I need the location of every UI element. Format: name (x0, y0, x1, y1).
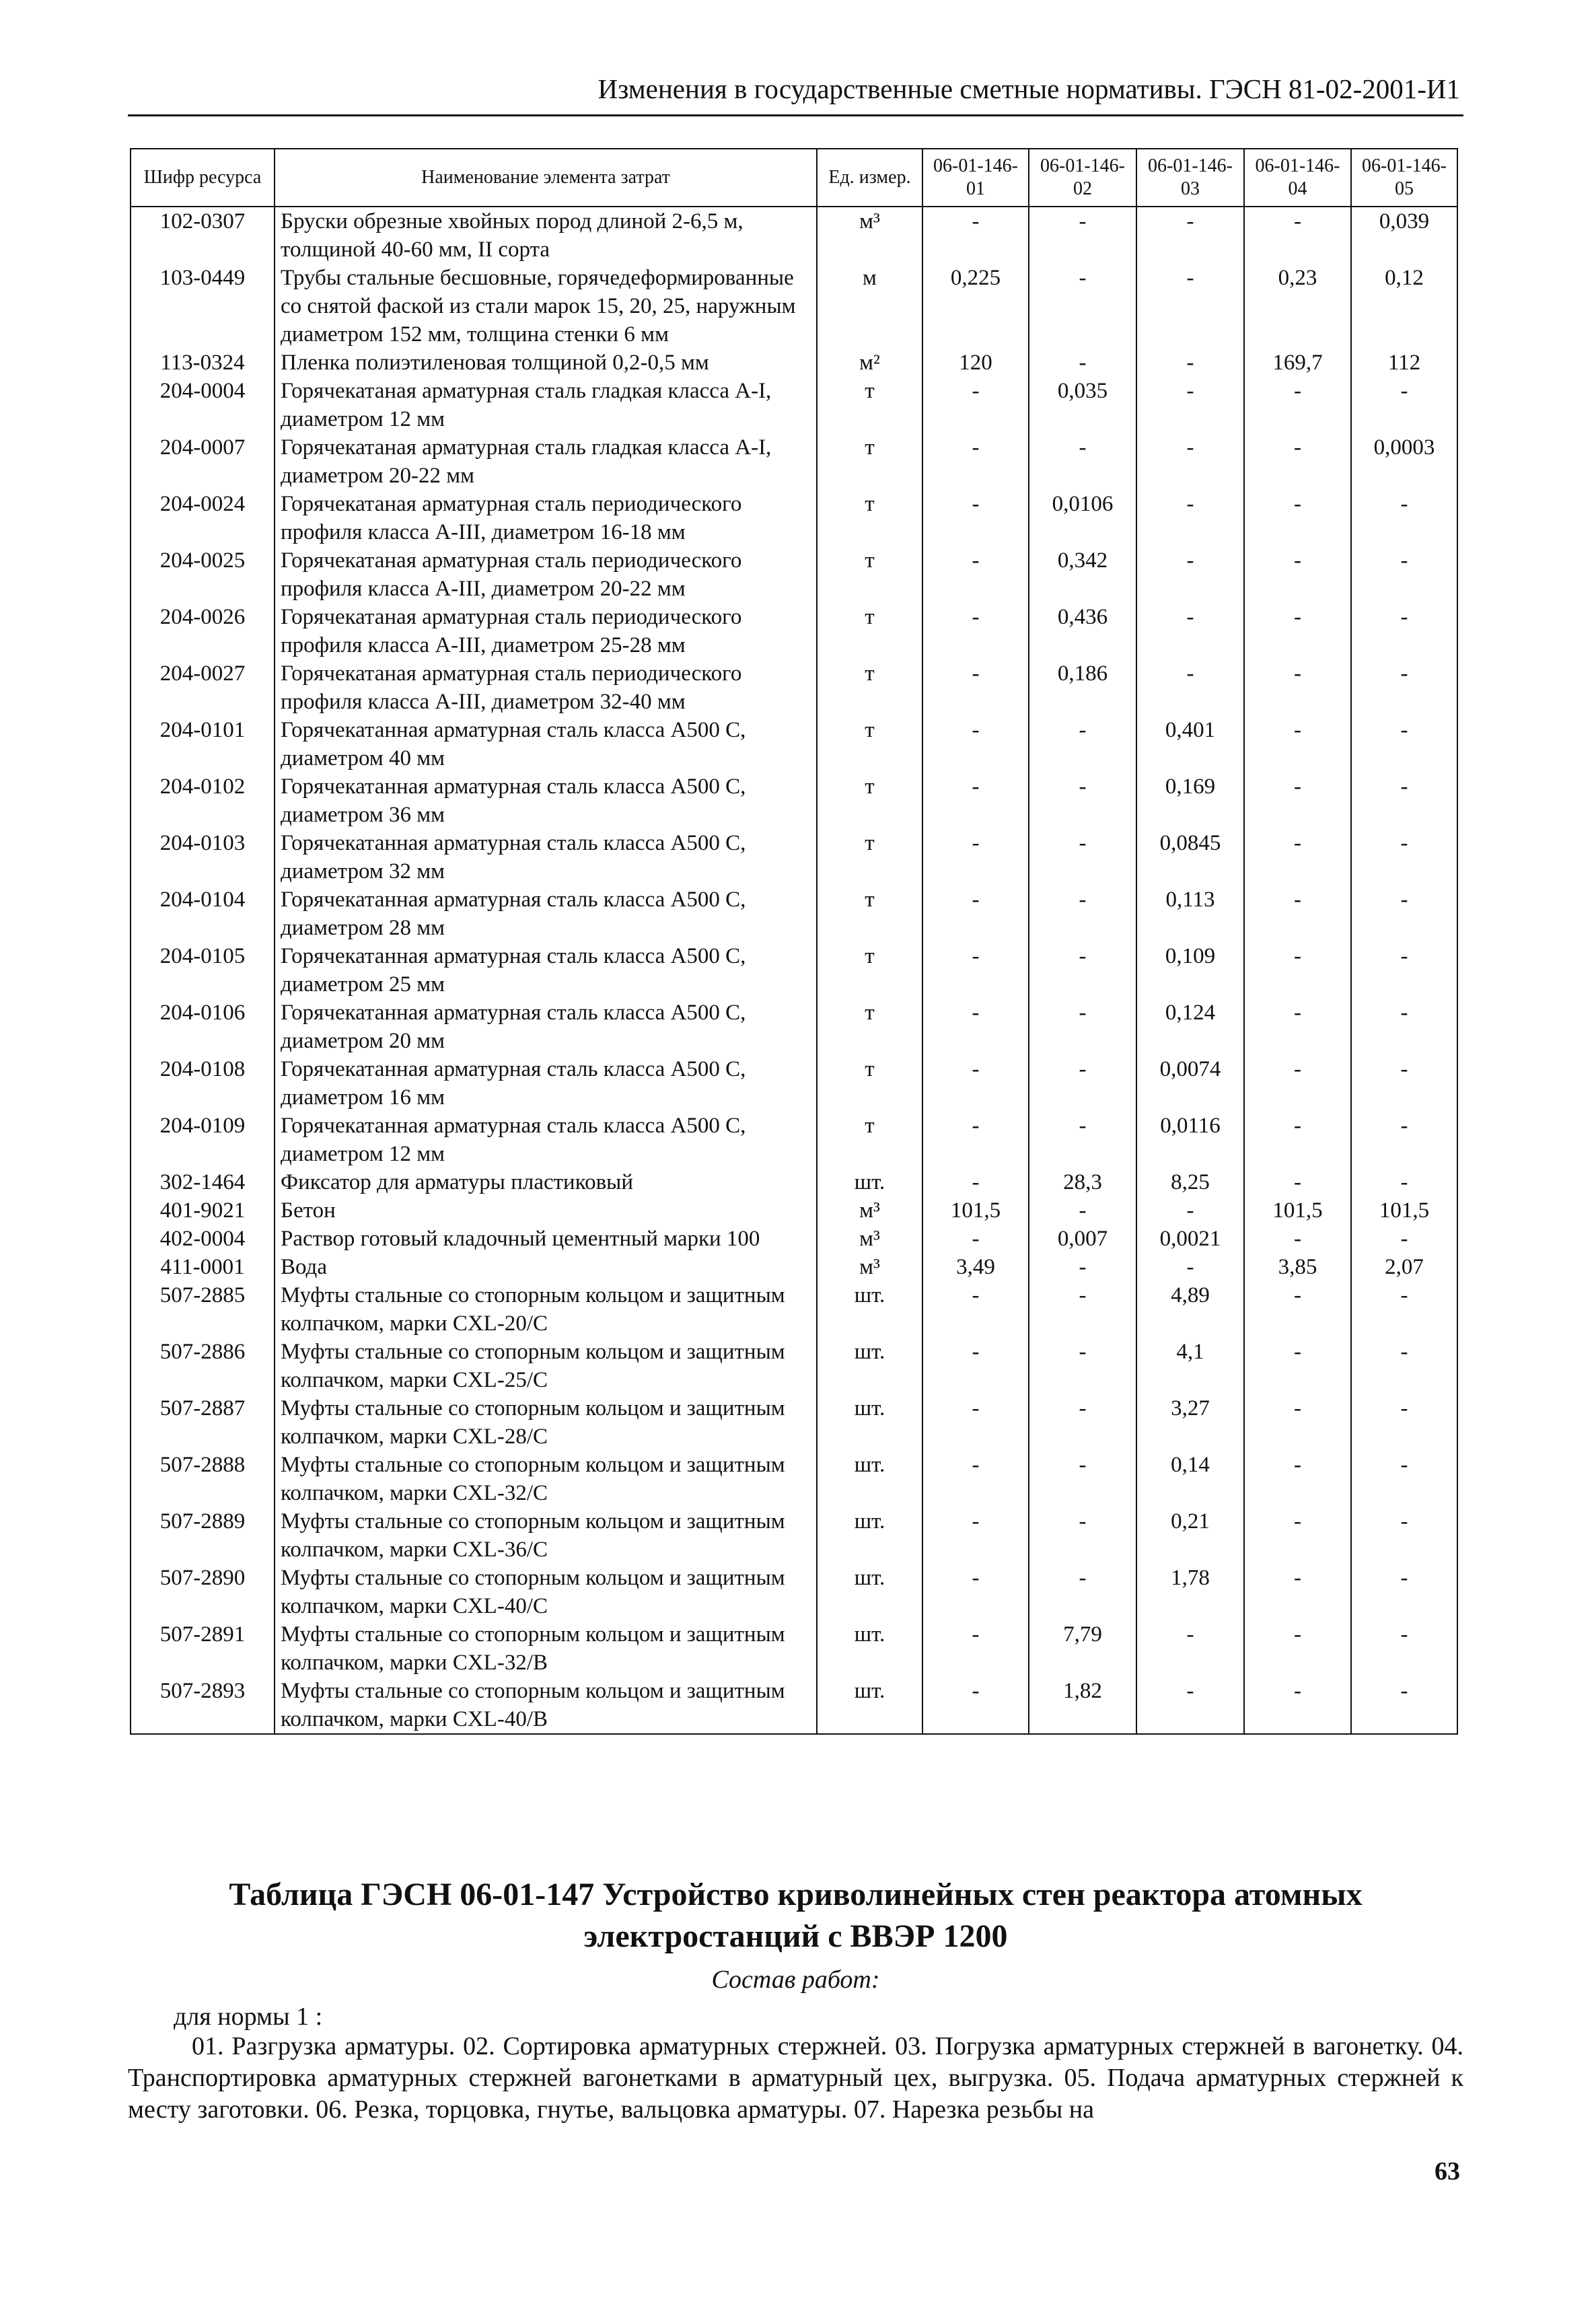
value-norm-1: 0,225 (922, 264, 1029, 349)
column-header-norm-4: 06-01-146-04 (1244, 149, 1351, 207)
resource-code: 402-0004 (131, 1225, 275, 1253)
value-norm-2: - (1029, 207, 1136, 264)
resource-code: 302-1464 (131, 1168, 275, 1196)
value-norm-1: 3,49 (922, 1253, 1029, 1281)
resource-name: Муфты стальные со стопорным кольцом и защитным колпачком, марки CXL-20/C (275, 1281, 817, 1338)
unit-of-measure: м³ (817, 207, 922, 264)
value-norm-4: - (1244, 1507, 1351, 1564)
value-norm-3: 1,78 (1136, 1564, 1244, 1620)
value-norm-2: 0,035 (1029, 377, 1136, 433)
unit-of-measure: м³ (817, 1196, 922, 1225)
value-norm-5: 0,039 (1351, 207, 1457, 264)
value-norm-2: 0,0106 (1029, 490, 1136, 546)
unit-of-measure: т (817, 1055, 922, 1112)
column-header-norm-1: 06-01-146-01 (922, 149, 1029, 207)
value-norm-4: - (1244, 377, 1351, 433)
value-norm-2: 0,007 (1029, 1225, 1136, 1253)
norm-label: для нормы 1 : (174, 2003, 323, 2031)
resource-code: 507-2887 (131, 1394, 275, 1451)
value-norm-4: - (1244, 207, 1351, 264)
value-norm-4: - (1244, 490, 1351, 546)
resource-name: Горячекатаная арматурная сталь гладкая класса А-I, диаметром 12 мм (275, 377, 817, 433)
value-norm-5: - (1351, 1055, 1457, 1112)
unit-of-measure: шт. (817, 1677, 922, 1734)
value-norm-5: - (1351, 546, 1457, 603)
resource-code: 204-0027 (131, 659, 275, 716)
unit-of-measure: т (817, 603, 922, 659)
value-norm-2: - (1029, 1394, 1136, 1451)
value-norm-3: - (1136, 1253, 1244, 1281)
value-norm-1: - (922, 1507, 1029, 1564)
unit-of-measure: шт. (817, 1451, 922, 1507)
table-row (131, 1677, 1457, 1734)
value-norm-5: - (1351, 1112, 1457, 1168)
value-norm-4: 0,23 (1244, 264, 1351, 349)
value-norm-2: 7,79 (1029, 1620, 1136, 1677)
table-row (131, 829, 1457, 886)
resource-name: Муфты стальные со стопорным кольцом и защитным колпачком, марки CXL-32/C (275, 1451, 817, 1507)
unit-of-measure: т (817, 942, 922, 999)
table-row (131, 433, 1457, 490)
unit-of-measure: т (817, 999, 922, 1055)
value-norm-4: - (1244, 1168, 1351, 1196)
value-norm-5: - (1351, 603, 1457, 659)
value-norm-3: 0,0116 (1136, 1112, 1244, 1168)
value-norm-5: 0,12 (1351, 264, 1457, 349)
value-norm-3: 0,0845 (1136, 829, 1244, 886)
value-norm-1: - (922, 942, 1029, 999)
resource-code: 507-2885 (131, 1281, 275, 1338)
table-row (131, 490, 1457, 546)
value-norm-2: - (1029, 886, 1136, 942)
value-norm-2: 1,82 (1029, 1677, 1136, 1734)
resource-code: 204-0104 (131, 886, 275, 942)
value-norm-4: - (1244, 1225, 1351, 1253)
value-norm-3: - (1136, 1196, 1244, 1225)
value-norm-5: 2,07 (1351, 1253, 1457, 1281)
resource-code: 204-0101 (131, 716, 275, 772)
resource-code: 103-0449 (131, 264, 275, 349)
resource-code: 507-2891 (131, 1620, 275, 1677)
value-norm-5: - (1351, 490, 1457, 546)
value-norm-1: - (922, 433, 1029, 490)
resource-name: Пленка полиэтиленовая толщиной 0,2-0,5 мм (275, 349, 817, 377)
value-norm-1: - (922, 1168, 1029, 1196)
table-row (131, 1281, 1457, 1338)
resource-name: Горячекатанная арматурная сталь класса А500 С, диаметром 16 мм (275, 1055, 817, 1112)
value-norm-3: 0,401 (1136, 716, 1244, 772)
resource-code: 507-2889 (131, 1507, 275, 1564)
value-norm-2: 0,342 (1029, 546, 1136, 603)
value-norm-3: - (1136, 546, 1244, 603)
value-norm-1: - (922, 1620, 1029, 1677)
unit-of-measure: шт. (817, 1620, 922, 1677)
resource-code: 204-0103 (131, 829, 275, 886)
value-norm-2: - (1029, 829, 1136, 886)
table-row (131, 886, 1457, 942)
section-title: Таблица ГЭСН 06-01-147 Устройство криволинейных стен реактора атомных электростанций с ВВЭР 1200 (229, 1877, 1363, 1954)
table-row (131, 377, 1457, 433)
resource-code: 204-0025 (131, 546, 275, 603)
value-norm-2: - (1029, 1507, 1136, 1564)
unit-of-measure: т (817, 546, 922, 603)
table-row (131, 1620, 1457, 1677)
value-norm-1: - (922, 377, 1029, 433)
value-norm-4: - (1244, 433, 1351, 490)
value-norm-1: - (922, 1338, 1029, 1394)
unit-of-measure: шт. (817, 1168, 922, 1196)
unit-of-measure: т (817, 433, 922, 490)
resource-name: Раствор готовый кладочный цементный марки 100 (275, 1225, 817, 1253)
value-norm-3: 4,1 (1136, 1338, 1244, 1394)
resource-name: Горячекатанная арматурная сталь класса А500 С, диаметром 20 мм (275, 999, 817, 1055)
table-row (131, 1225, 1457, 1253)
value-norm-2: 0,186 (1029, 659, 1136, 716)
resource-code: 507-2890 (131, 1564, 275, 1620)
resource-code: 411-0001 (131, 1253, 275, 1281)
table-row (131, 1507, 1457, 1564)
value-norm-1: - (922, 490, 1029, 546)
value-norm-2: - (1029, 264, 1136, 349)
value-norm-3: - (1136, 659, 1244, 716)
page-number: 63 (1435, 2157, 1460, 2186)
value-norm-2: - (1029, 772, 1136, 829)
resource-name: Горячекатанная арматурная сталь класса А500 С, диаметром 28 мм (275, 886, 817, 942)
value-norm-5: - (1351, 1394, 1457, 1451)
resource-table (130, 148, 1458, 1735)
value-norm-4: - (1244, 772, 1351, 829)
value-norm-5: - (1351, 659, 1457, 716)
value-norm-3: 0,109 (1136, 942, 1244, 999)
unit-of-measure: м³ (817, 1225, 922, 1253)
value-norm-1: - (922, 1112, 1029, 1168)
value-norm-1: 101,5 (922, 1196, 1029, 1225)
value-norm-4: - (1244, 1394, 1351, 1451)
value-norm-4: 101,5 (1244, 1196, 1351, 1225)
table-row (131, 1338, 1457, 1394)
value-norm-2: - (1029, 1112, 1136, 1168)
value-norm-2: - (1029, 433, 1136, 490)
value-norm-2: - (1029, 1281, 1136, 1338)
value-norm-3: - (1136, 1620, 1244, 1677)
resource-name: Муфты стальные со стопорным кольцом и защитным колпачком, марки CXL-40/C (275, 1564, 817, 1620)
value-norm-2: 28,3 (1029, 1168, 1136, 1196)
unit-of-measure: т (817, 1112, 922, 1168)
resource-code: 401-9021 (131, 1196, 275, 1225)
table-row (131, 207, 1457, 264)
value-norm-3: 8,25 (1136, 1168, 1244, 1196)
resource-code: 102-0307 (131, 207, 275, 264)
unit-of-measure: т (817, 659, 922, 716)
resource-code: 507-2886 (131, 1338, 275, 1394)
value-norm-4: 169,7 (1244, 349, 1351, 377)
unit-of-measure: т (817, 772, 922, 829)
resource-name: Горячекатаная арматурная сталь периодического профиля класса А-III, диаметром 32-40 мм (275, 659, 817, 716)
value-norm-5: - (1351, 999, 1457, 1055)
value-norm-3: - (1136, 264, 1244, 349)
resource-name: Муфты стальные со стопорным кольцом и защитным колпачком, марки CXL-36/C (275, 1507, 817, 1564)
resource-name: Горячекатанная арматурная сталь класса А500 С, диаметром 32 мм (275, 829, 817, 886)
value-norm-4: - (1244, 1112, 1351, 1168)
table-row (131, 999, 1457, 1055)
value-norm-1: - (922, 603, 1029, 659)
value-norm-5: - (1351, 1620, 1457, 1677)
value-norm-3: 0,0021 (1136, 1225, 1244, 1253)
unit-of-measure: м² (817, 349, 922, 377)
value-norm-2: - (1029, 1196, 1136, 1225)
unit-of-measure: м (817, 264, 922, 349)
resource-code: 204-0109 (131, 1112, 275, 1168)
value-norm-2: - (1029, 1564, 1136, 1620)
value-norm-5: - (1351, 1451, 1457, 1507)
resource-name: Бруски обрезные хвойных пород длиной 2-6,5 м, толщиной 40-60 мм, II сорта (275, 207, 817, 264)
value-norm-4: - (1244, 1055, 1351, 1112)
value-norm-5: 101,5 (1351, 1196, 1457, 1225)
value-norm-1: - (922, 1225, 1029, 1253)
unit-of-measure: шт. (817, 1281, 922, 1338)
value-norm-2: - (1029, 1338, 1136, 1394)
table-row (131, 1394, 1457, 1451)
table-row (131, 942, 1457, 999)
running-header: Изменения в государственные сметные нормативы. ГЭСН 81-02-2001-И1 (597, 73, 1460, 104)
column-header-name: Наименование элемента затрат (275, 149, 817, 207)
resource-name: Муфты стальные со стопорным кольцом и защитным колпачком, марки CXL-25/C (275, 1338, 817, 1394)
table-row (131, 546, 1457, 603)
resource-name: Горячекатанная арматурная сталь класса А500 С, диаметром 40 мм (275, 716, 817, 772)
value-norm-5: - (1351, 1338, 1457, 1394)
resource-name: Вода (275, 1253, 817, 1281)
composition-heading: Состав работ: (711, 1966, 880, 1994)
resource-name: Муфты стальные со стопорным кольцом и защитным колпачком, марки CXL-32/B (275, 1620, 817, 1677)
value-norm-1: - (922, 716, 1029, 772)
value-norm-5: - (1351, 1281, 1457, 1338)
value-norm-3: 0,14 (1136, 1451, 1244, 1507)
value-norm-1: - (922, 1281, 1029, 1338)
value-norm-5: - (1351, 1507, 1457, 1564)
table-row (131, 716, 1457, 772)
value-norm-4: - (1244, 886, 1351, 942)
resource-code: 204-0026 (131, 603, 275, 659)
column-header-unit: Ед. измер. (817, 149, 922, 207)
unit-of-measure: т (817, 886, 922, 942)
resource-name: Муфты стальные со стопорным кольцом и защитным колпачком, марки CXL-28/C (275, 1394, 817, 1451)
resource-name: Горячекатаная арматурная сталь периодического профиля класса А-III, диаметром 20-22 мм (275, 546, 817, 603)
value-norm-5: - (1351, 772, 1457, 829)
value-norm-1: - (922, 829, 1029, 886)
value-norm-3: - (1136, 490, 1244, 546)
value-norm-1: - (922, 886, 1029, 942)
resource-name: Трубы стальные бесшовные, горячедеформированные со снятой фаской из стали марок 15, 20, 25, наружным диаметром 152 мм, толщина стенки 6 мм (275, 264, 817, 349)
value-norm-1: - (922, 1055, 1029, 1112)
column-header-code: Шифр ресурса (131, 149, 275, 207)
unit-of-measure: шт. (817, 1338, 922, 1394)
resource-name: Горячекатаная арматурная сталь периодического профиля класса А-III, диаметром 16-18 мм (275, 490, 817, 546)
value-norm-4: - (1244, 1620, 1351, 1677)
table-row (131, 1564, 1457, 1620)
value-norm-4: - (1244, 999, 1351, 1055)
value-norm-3: 0,21 (1136, 1507, 1244, 1564)
value-norm-4: 3,85 (1244, 1253, 1351, 1281)
resource-name: Бетон (275, 1196, 817, 1225)
value-norm-5: - (1351, 1168, 1457, 1196)
resource-code: 113-0324 (131, 349, 275, 377)
value-norm-3: 3,27 (1136, 1394, 1244, 1451)
value-norm-1: - (922, 1564, 1029, 1620)
value-norm-1: - (922, 546, 1029, 603)
value-norm-3: 0,0074 (1136, 1055, 1244, 1112)
value-norm-3: 4,89 (1136, 1281, 1244, 1338)
value-norm-5: - (1351, 1677, 1457, 1734)
value-norm-4: - (1244, 1564, 1351, 1620)
unit-of-measure: т (817, 716, 922, 772)
resource-name: Муфты стальные со стопорным кольцом и защитным колпачком, марки CXL-40/B (275, 1677, 817, 1734)
resource-name: Фиксатор для арматуры пластиковый (275, 1168, 817, 1196)
table-header-row (131, 149, 1457, 207)
value-norm-2: - (1029, 999, 1136, 1055)
table-row (131, 603, 1457, 659)
table-row (131, 659, 1457, 716)
value-norm-2: - (1029, 1253, 1136, 1281)
value-norm-5: 0,0003 (1351, 433, 1457, 490)
resource-code: 204-0106 (131, 999, 275, 1055)
value-norm-1: - (922, 207, 1029, 264)
resource-code: 204-0105 (131, 942, 275, 999)
value-norm-3: 0,113 (1136, 886, 1244, 942)
unit-of-measure: шт. (817, 1507, 922, 1564)
resource-code: 204-0004 (131, 377, 275, 433)
value-norm-2: - (1029, 1451, 1136, 1507)
value-norm-5: - (1351, 886, 1457, 942)
value-norm-5: - (1351, 716, 1457, 772)
value-norm-4: - (1244, 716, 1351, 772)
value-norm-3: 0,169 (1136, 772, 1244, 829)
resource-name: Горячекатанная арматурная сталь класса А500 С, диаметром 36 мм (275, 772, 817, 829)
resource-code: 204-0007 (131, 433, 275, 490)
unit-of-measure: м³ (817, 1253, 922, 1281)
table-row (131, 264, 1457, 349)
unit-of-measure: т (817, 377, 922, 433)
column-header-norm-5: 06-01-146-05 (1351, 149, 1457, 207)
value-norm-5: - (1351, 377, 1457, 433)
value-norm-2: 0,436 (1029, 603, 1136, 659)
value-norm-1: - (922, 999, 1029, 1055)
value-norm-4: - (1244, 942, 1351, 999)
resource-code: 204-0102 (131, 772, 275, 829)
value-norm-4: - (1244, 1451, 1351, 1507)
table-row (131, 1168, 1457, 1196)
value-norm-2: - (1029, 942, 1136, 999)
value-norm-1: - (922, 659, 1029, 716)
resource-name: Горячекатанная арматурная сталь класса А500 С, диаметром 25 мм (275, 942, 817, 999)
table-row (131, 1451, 1457, 1507)
value-norm-5: 112 (1351, 349, 1457, 377)
value-norm-4: - (1244, 659, 1351, 716)
unit-of-measure: шт. (817, 1564, 922, 1620)
value-norm-3: - (1136, 377, 1244, 433)
value-norm-5: - (1351, 1564, 1457, 1620)
value-norm-1: - (922, 1677, 1029, 1734)
value-norm-1: - (922, 1394, 1029, 1451)
table-body (131, 207, 1457, 1734)
value-norm-4: - (1244, 1281, 1351, 1338)
value-norm-4: - (1244, 1338, 1351, 1394)
unit-of-measure: шт. (817, 1394, 922, 1451)
value-norm-3: - (1136, 433, 1244, 490)
table-row (131, 1112, 1457, 1168)
value-norm-4: - (1244, 829, 1351, 886)
unit-of-measure: т (817, 829, 922, 886)
value-norm-5: - (1351, 1225, 1457, 1253)
value-norm-3: - (1136, 207, 1244, 264)
table-row (131, 772, 1457, 829)
resource-code: 507-2893 (131, 1677, 275, 1734)
unit-of-measure: т (817, 490, 922, 546)
resource-code: 507-2888 (131, 1451, 275, 1507)
value-norm-5: - (1351, 829, 1457, 886)
value-norm-4: - (1244, 546, 1351, 603)
value-norm-4: - (1244, 603, 1351, 659)
value-norm-1: - (922, 1451, 1029, 1507)
column-header-norm-2: 06-01-146-02 (1029, 149, 1136, 207)
table-row (131, 1196, 1457, 1225)
table-row (131, 349, 1457, 377)
resource-name: Горячекатаная арматурная сталь гладкая класса А-I, диаметром 20-22 мм (275, 433, 817, 490)
table-row (131, 1055, 1457, 1112)
value-norm-3: - (1136, 1677, 1244, 1734)
value-norm-2: - (1029, 716, 1136, 772)
header-rule (128, 114, 1463, 116)
resource-name: Горячекатанная арматурная сталь класса А500 С, диаметром 12 мм (275, 1112, 817, 1168)
table-row (131, 1253, 1457, 1281)
value-norm-3: - (1136, 603, 1244, 659)
value-norm-3: - (1136, 349, 1244, 377)
value-norm-1: - (922, 772, 1029, 829)
resource-code: 204-0024 (131, 490, 275, 546)
resource-name: Горячекатаная арматурная сталь периодического профиля класса А-III, диаметром 25-28 мм (275, 603, 817, 659)
value-norm-3: 0,124 (1136, 999, 1244, 1055)
value-norm-5: - (1351, 942, 1457, 999)
resource-code: 204-0108 (131, 1055, 275, 1112)
column-header-norm-3: 06-01-146-03 (1136, 149, 1244, 207)
value-norm-1: 120 (922, 349, 1029, 377)
value-norm-4: - (1244, 1677, 1351, 1734)
work-composition-text: 01. Разгрузка арматуры. 02. Сортировка арматурных стержней. 03. Погрузка арматурных стержней в вагонетку. 04. Транспортировка арматурных стержней вагонетками в арматурный цех, выгрузка. 05. Подача арматурных стержней к месту заготовки. 06. Резка, торцовка, гнутье, вальцовка арматуры. 07. Нарезка резьбы на (128, 2032, 1463, 2124)
value-norm-2: - (1029, 349, 1136, 377)
value-norm-2: - (1029, 1055, 1136, 1112)
